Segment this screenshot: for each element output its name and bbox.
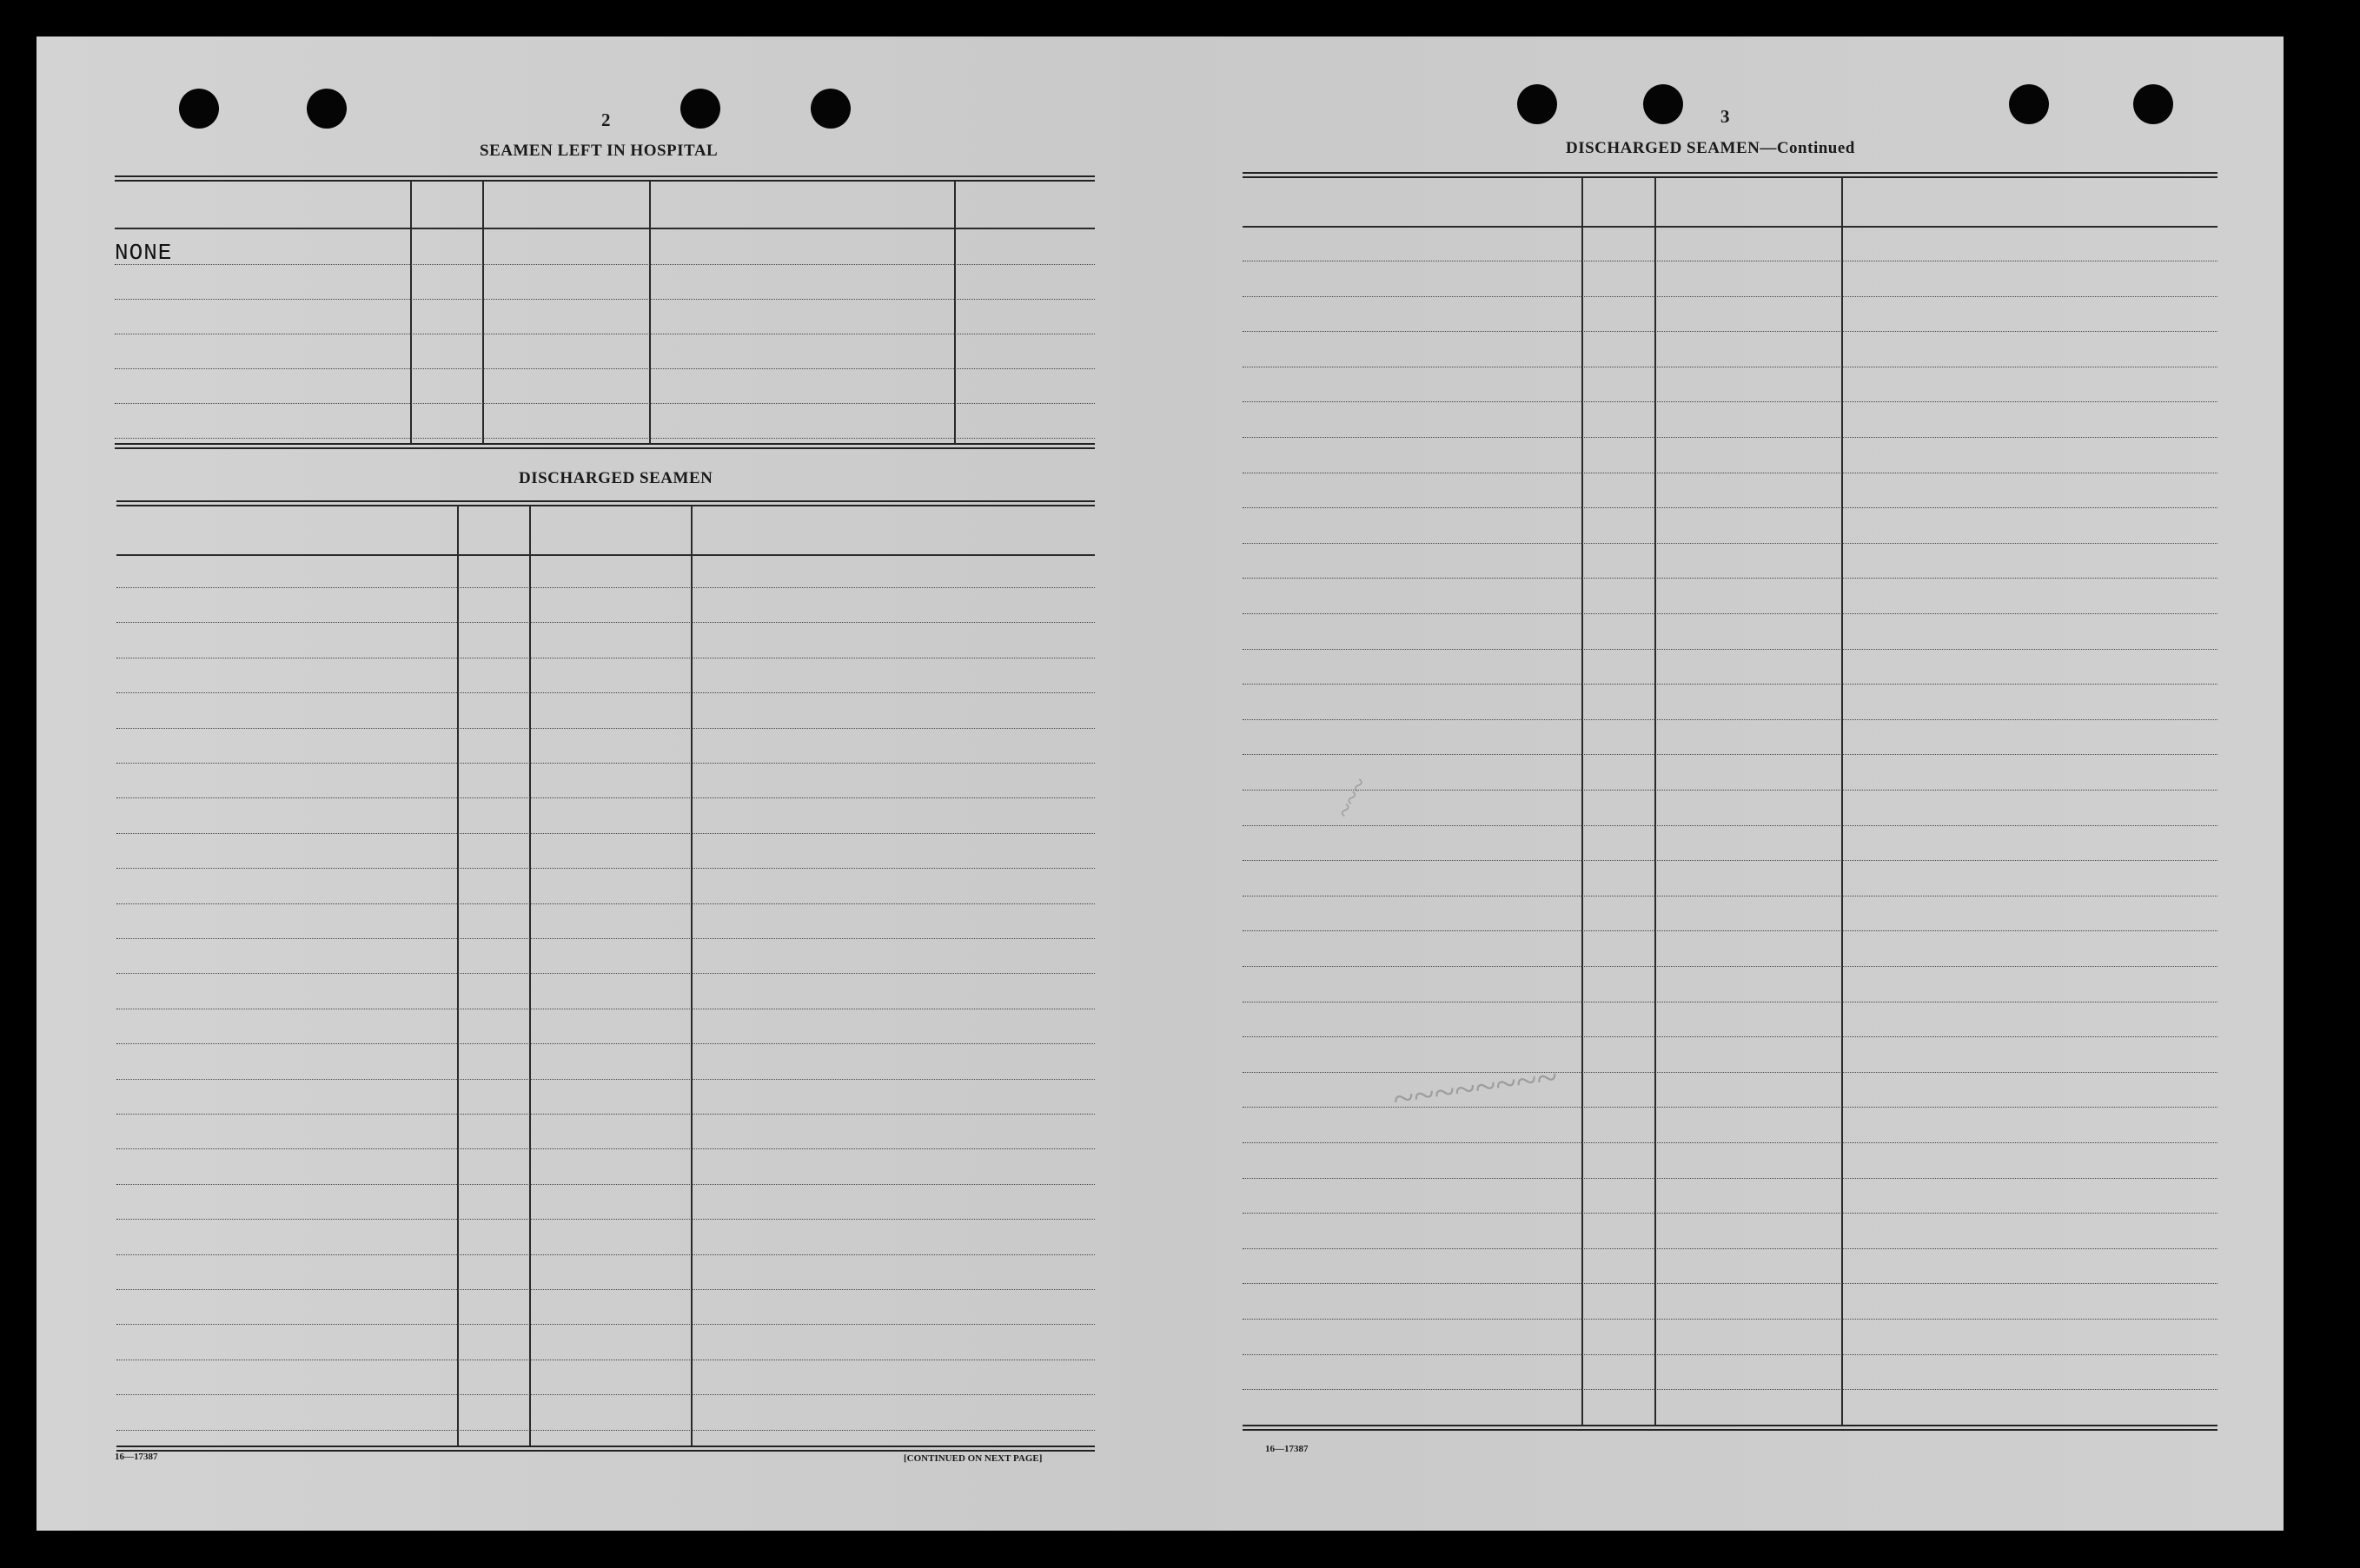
table-bottom-rule <box>116 1446 1095 1452</box>
ruled-line <box>116 1043 1095 1044</box>
ruled-line <box>116 833 1095 834</box>
ruled-line <box>1243 437 2217 438</box>
header-bottom-rule <box>116 554 1095 556</box>
ruled-line <box>116 622 1095 623</box>
ruled-line <box>116 1148 1095 1149</box>
discharged-continued-title: DISCHARGED SEAMEN—Continued <box>1566 139 1855 157</box>
ruled-line <box>116 868 1095 869</box>
ruled-line <box>116 1079 1095 1080</box>
discharged-section-title: DISCHARGED SEAMEN <box>519 469 713 487</box>
punch-hole <box>1517 84 1557 124</box>
ruled-line <box>116 1289 1095 1290</box>
ruled-line <box>1243 825 2217 826</box>
ruled-line <box>1243 401 2217 402</box>
ruled-line <box>1243 296 2217 297</box>
ruled-line <box>1243 754 2217 755</box>
ruled-line <box>116 903 1095 904</box>
hospital-section-title: SEAMEN LEFT IN HOSPITAL <box>480 142 719 160</box>
ruled-line <box>115 403 1095 404</box>
ruled-line <box>116 1184 1095 1185</box>
page-number: 2 <box>601 109 611 130</box>
ruled-line <box>1243 507 2217 508</box>
ruled-line <box>1243 613 2217 614</box>
document-sheet <box>36 36 2284 1531</box>
ruled-line <box>116 1394 1095 1395</box>
header-bottom-rule <box>115 228 1095 229</box>
form-number: 16—17387 <box>115 1452 158 1462</box>
ruled-line <box>1243 578 2217 579</box>
punch-hole <box>680 89 720 129</box>
ruled-line <box>116 587 1095 588</box>
ruled-line <box>1243 684 2217 685</box>
punch-hole <box>307 89 347 129</box>
ruled-line <box>1243 790 2217 791</box>
ruled-line <box>115 264 1095 265</box>
ruled-line <box>1243 649 2217 650</box>
ruled-line <box>1243 860 2217 861</box>
ruled-line <box>1243 331 2217 332</box>
ruled-line <box>116 1219 1095 1220</box>
ruled-line <box>1243 1107 2217 1108</box>
ruled-line <box>116 1430 1095 1431</box>
ruled-line <box>116 763 1095 764</box>
column-divider <box>1654 177 1656 1425</box>
ruled-line <box>1243 1072 2217 1073</box>
ruled-line <box>1243 930 2217 931</box>
ruled-line <box>116 728 1095 729</box>
ruled-line <box>1243 1354 2217 1355</box>
header-bottom-rule <box>1243 226 2217 228</box>
punch-hole <box>2133 84 2173 124</box>
table-bottom-rule <box>1243 1425 2217 1431</box>
table-bottom-rule <box>115 443 1095 449</box>
ruled-line <box>116 1324 1095 1325</box>
ruled-line <box>116 938 1095 939</box>
faint-signature-mark: ~~~~~~~~ <box>1389 1055 1560 1121</box>
ruled-line <box>1243 1213 2217 1214</box>
ruled-line <box>1243 1389 2217 1390</box>
punch-hole <box>2009 84 2049 124</box>
ruled-line <box>1243 1036 2217 1037</box>
column-divider <box>1581 177 1583 1425</box>
ruled-line <box>1243 1283 2217 1284</box>
faint-stamp-mark: ~~~ <box>1329 772 1375 824</box>
table-top-rule <box>115 175 1095 182</box>
ruled-line <box>116 973 1095 974</box>
table-top-rule <box>116 500 1095 506</box>
ruled-line <box>1243 1178 2217 1179</box>
ruled-line <box>115 368 1095 369</box>
column-divider <box>457 506 459 1446</box>
ruled-line <box>1243 1319 2217 1320</box>
continued-note: [CONTINUED ON NEXT PAGE] <box>904 1453 1043 1464</box>
table-top-rule <box>1243 172 2217 178</box>
ruled-line <box>1243 1248 2217 1249</box>
ruled-line <box>115 438 1095 439</box>
ruled-line <box>115 299 1095 300</box>
column-divider <box>691 506 693 1446</box>
hospital-entry: NONE <box>115 240 173 266</box>
punch-hole <box>179 89 219 129</box>
form-number: 16—17387 <box>1265 1444 1309 1454</box>
ruled-line <box>116 1254 1095 1255</box>
page-number: 3 <box>1720 106 1730 127</box>
ruled-line <box>116 797 1095 798</box>
ruled-line <box>116 692 1095 693</box>
ruled-line <box>1243 966 2217 967</box>
ruled-line <box>1243 719 2217 720</box>
punch-hole <box>1643 84 1683 124</box>
ruled-line <box>1243 1142 2217 1143</box>
punch-hole <box>811 89 851 129</box>
column-divider <box>529 506 531 1446</box>
column-divider <box>1841 177 1843 1425</box>
ruled-line <box>1243 543 2217 544</box>
ruled-line <box>116 1114 1095 1115</box>
